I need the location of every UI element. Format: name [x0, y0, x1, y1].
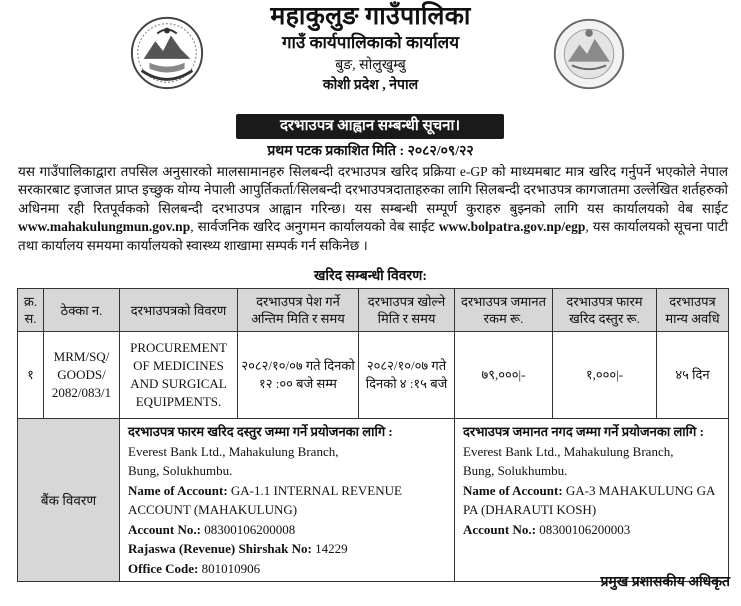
account-no-label: Account No.:	[128, 521, 201, 537]
intro-text-3: , यस कार्यालयको सूचना पाटी तथा कार्यालय समयमा कार्यालयको स्वास्थ्य शाखामा सम्पर्क गर्न सकिनेछ ।	[18, 219, 729, 253]
account-name-value: GA-1.1 INTERNAL REVENUE ACCOUNT (MAHAKULUNG)	[128, 482, 402, 517]
cell-bid-security: ७९,०००|-	[455, 332, 553, 419]
cell-submission-deadline: २०८२/१०/०७ गते दिनको १२ :०० बजे सम्म	[238, 332, 359, 419]
website-link-bolpatra[interactable]: www.bolpatra.gov.np/egp	[438, 219, 586, 235]
letterhead	[0, 0, 741, 112]
notice-title-banner: दरभाउपत्र आह्वान सम्बन्धी सूचना।	[236, 114, 504, 139]
cell-validity: ४५ दिन	[657, 332, 729, 419]
security-account-name-value: GA-3 MAHAKULUNG GA PA (DHARAUTI KOSH)	[463, 482, 715, 517]
col-header-bid-security: दरभाउपत्र जमानत रकम रू.	[455, 289, 553, 332]
form-fee-account-no	[128, 520, 446, 540]
security-account-no	[463, 520, 720, 540]
security-heading: दरभाउपत्र जमानत नगद जम्मा गर्ने प्रयोजनका लागि :	[463, 424, 704, 439]
col-header-submission-deadline: दरभाउपत्र पेश गर्ने अन्तिम मिति र समय	[238, 289, 359, 332]
office-code-label: Office Code:	[128, 560, 199, 576]
security-account-no-value: 08300106200003	[539, 521, 631, 537]
bank-form-fee-details	[120, 419, 455, 582]
col-header-sn: क्र. स.	[18, 289, 44, 332]
account-name-label: Name of Account:	[128, 482, 228, 498]
municipality-name: महाकुलुङ गाउँपालिका	[270, 3, 471, 30]
col-header-description: दरभाउपत्रको विवरण	[120, 289, 238, 332]
procurement-details-heading: खरिद सम्बन्धी विवरण:	[313, 269, 428, 284]
cell-opening: २०८२/१०/०७ गते दिनको ४ :१५ बजे	[359, 332, 455, 419]
table-header-row	[18, 289, 729, 332]
intro-text-1: यस गाउँपालिकाद्वारा तपसिल अनुसारको मालसामानहरु सिलबन्दी दरभाउपत्र खरिद प्रक्रिया e-GP को माध्यमबाट मात्र खरिद गर्नुपर्ने भएकोले नेपाल सरकारबाट इजाजत प्राप्त इच्छुक योग्य नेपाली आपुर्तिकर्ता/सिलबन्दी दरभाउपत्रदाताहरुका लागि सिलबन्दी दरभाउपत्र कागजातमा उल्लेखित शर्तहरुको अधिनमा रही रितपूर्वकको सिलबन्दी दरभाउपत्र आह्वान गरिन्छ। यस सम्बन्धी सम्पूर्ण कुराहरु बुझ्नको लागि यस कार्यालयको वेब साईट	[18, 164, 728, 216]
bank-security-details	[455, 419, 729, 582]
municipality-seal-logo	[551, 16, 627, 92]
cell-form-fee: १,०००|-	[553, 332, 657, 419]
table-row	[18, 332, 729, 419]
address-line-1: बुङ, सोलुखुम्बु	[335, 58, 406, 73]
col-header-form-fee: दरभाउपत्र फारम खरिद दस्तुर रू.	[553, 289, 657, 332]
address-line-2: कोशी प्रदेश , नेपाल	[322, 78, 419, 93]
cell-description: PROCUREMENT OF MEDICINES AND SURGICAL EQUIPMENTS.	[120, 332, 238, 419]
nepal-emblem-logo	[128, 14, 206, 92]
signatory-title: प्रमुख प्रशासकीय अधिकृत	[600, 575, 730, 590]
office-code-value: 801010906	[201, 560, 261, 576]
col-header-contract-no: ठेक्का न.	[44, 289, 120, 332]
bank-details-row	[18, 419, 729, 582]
col-header-validity: दरभाउपत्र मान्य अवधि	[657, 289, 729, 332]
intro-text-2: , सार्वजनिक खरिद अनुगमन कार्यालयको वेब साईट	[190, 219, 435, 235]
form-fee-account-name	[128, 481, 446, 520]
col-header-opening: दरभाउपत्र खोल्ने मिति र समय	[359, 289, 455, 332]
published-date: प्रथम पटक प्रकाशित मिति : २०८२/०९/२२	[267, 144, 474, 159]
bank-details-label: बैंक विवरण	[18, 419, 120, 582]
revenue-value: 14229	[315, 541, 348, 556]
website-link-municipality[interactable]: www.mahakulungmun.gov.np	[18, 219, 191, 235]
security-account-no-label: Account No.:	[463, 521, 536, 537]
form-fee-bank-line-1: Everest Bank Ltd., Mahakulung Branch,	[128, 443, 339, 459]
security-bank-line-2: Bung, Solukhumbu.	[463, 463, 568, 478]
form-fee-office-code	[128, 559, 446, 579]
form-fee-revenue-no	[128, 539, 446, 559]
intro-paragraph	[18, 163, 728, 255]
security-bank-line-1: Everest Bank Ltd., Mahakulung Branch,	[463, 443, 674, 459]
procurement-table	[17, 288, 729, 582]
account-no-value: 08300106200008	[204, 521, 296, 537]
form-fee-heading: दरभाउपत्र फारम खरिद दस्तुर जम्मा गर्ने प्रयोजनका लागि :	[128, 424, 393, 439]
cell-contract-no: MRM/SQ/ GOODS/ 2082/083/1	[44, 332, 120, 419]
office-name: गाउँ कार्यपालिकाको कार्यालय	[281, 33, 460, 52]
security-account-name-label: Name of Account:	[463, 482, 563, 498]
cell-sn: १	[18, 332, 44, 419]
revenue-label: Rajaswa (Revenue) Shirshak No:	[128, 541, 312, 556]
form-fee-bank-line-2: Bung, Solukhumbu.	[128, 463, 233, 478]
security-account-name	[463, 481, 720, 520]
